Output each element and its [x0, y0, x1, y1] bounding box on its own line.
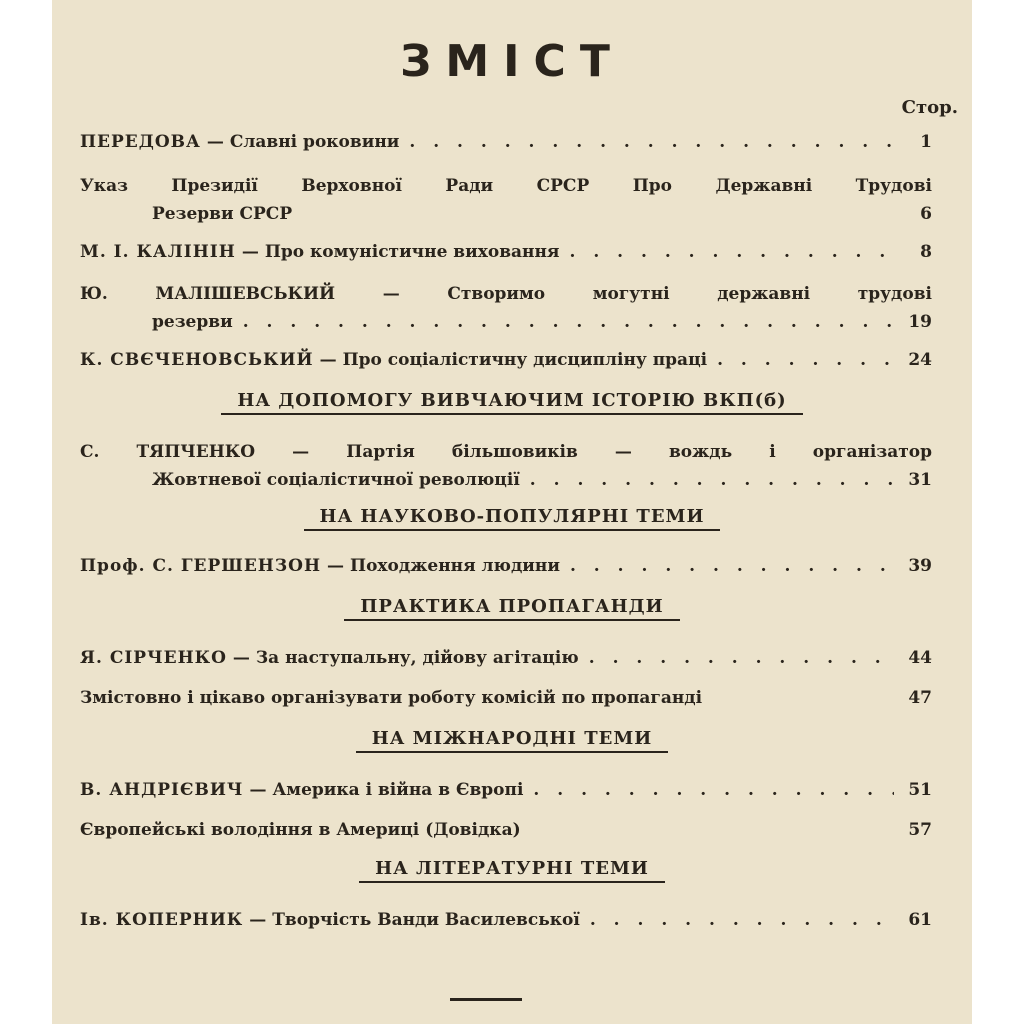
document-page [52, 0, 972, 1024]
section-heading-text: НА МІЖНАРОДНІ ТЕМИ [356, 728, 669, 753]
page-column-label: Стор. [901, 97, 958, 118]
entry-author: ПЕРЕДОВА [80, 132, 201, 152]
entry-title-line1: Указ Президії Верховної Ради СРСР Про Державні Трудові [80, 176, 932, 196]
toc-entry [80, 238, 932, 266]
leader-dots [589, 644, 894, 672]
leader-dots [533, 776, 894, 804]
section-heading [52, 596, 972, 621]
toc-entry [80, 816, 932, 844]
entry-page-number: 24 [908, 350, 932, 370]
toc-entry [80, 644, 932, 672]
entry-dash: — [232, 648, 250, 668]
entry-page-number: 1 [920, 132, 932, 152]
entry-title: За наступальну, дійову агітацію [255, 648, 579, 668]
entry-title: Про соціалістичну дисципліну праці [342, 350, 708, 370]
entry-title-line2: резерви [152, 312, 233, 332]
entry-page-number: 57 [908, 820, 932, 840]
leader-dots [530, 466, 894, 494]
section-heading [52, 858, 972, 883]
entry-title-line2: Резерви СРСР [152, 204, 293, 224]
leader-dots [570, 552, 894, 580]
entry-page-number: 44 [908, 648, 932, 668]
leader-dots [569, 238, 894, 266]
toc-entry [80, 346, 932, 374]
entry-title-line1: С. ТЯПЧЕНКО — Партія більшовиків — вождь і організатор [80, 442, 932, 462]
entry-title: Про комуністичне виховання [264, 242, 560, 262]
entry-author: К. СВЄЧЕНОВСЬКИЙ [80, 350, 314, 370]
toc-entry [80, 906, 932, 934]
leader-dots [409, 128, 894, 156]
entry-author: М. І. КАЛІНІН [80, 242, 236, 262]
toc-entry [80, 438, 932, 494]
entry-dash: — [241, 242, 259, 262]
entry-dash: — [249, 780, 267, 800]
entry-page-number: 61 [908, 910, 932, 930]
entry-dash: — [206, 132, 224, 152]
toc-entry [80, 552, 932, 580]
entry-page-number: 19 [908, 312, 932, 332]
entry-title: Походження людини [350, 556, 560, 576]
closing-rule [450, 998, 522, 1001]
section-heading-text: НА НАУКОВО-ПОПУЛЯРНІ ТЕМИ [304, 506, 721, 531]
entry-title-line2: Жовтневої соціалістичної революції [152, 470, 520, 490]
entry-author: В. АНДРІЄВИЧ [80, 780, 244, 800]
leader-dots [590, 906, 894, 934]
leader-dots [717, 346, 894, 374]
entry-title: Змістовно і цікаво організувати роботу комісій по пропаганді [80, 688, 703, 708]
entry-dash: — [249, 910, 267, 930]
entry-page-number: 31 [908, 470, 932, 490]
entry-author: Ів. КОПЕРНИК [80, 910, 244, 930]
entry-page-number: 47 [908, 688, 932, 708]
entry-title-line1: Ю. МАЛІШЕВСЬКИЙ — Створимо могутні державні трудові [80, 284, 932, 304]
entry-dash: — [327, 556, 345, 576]
section-heading [52, 390, 972, 415]
entry-dash: — [319, 350, 337, 370]
toc-entry [80, 128, 932, 156]
entry-title: Америка і війна в Європі [272, 780, 524, 800]
toc-entry [80, 776, 932, 804]
toc-entry [80, 684, 932, 712]
entry-title: Європейські володіння в Америці (Довідка) [80, 820, 521, 840]
leader-dots [243, 308, 894, 336]
entry-page-number: 51 [908, 780, 932, 800]
section-heading-text: НА ДОПОМОГУ ВИВЧАЮЧИМ ІСТОРІЮ ВКП(б) [221, 390, 802, 415]
toc-entry [80, 280, 932, 336]
page-title: ЗМІСТ [400, 36, 624, 87]
section-heading [52, 506, 972, 531]
entry-title: Славні роковини [229, 132, 400, 152]
section-heading [52, 728, 972, 753]
entry-page-number: 39 [908, 556, 932, 576]
section-heading-text: НА ЛІТЕРАТУРНІ ТЕМИ [359, 858, 665, 883]
entry-author: Я. СІРЧЕНКО [80, 648, 227, 668]
entry-author: Проф. С. ГЕРШЕНЗОН [80, 556, 322, 576]
entry-title: Творчість Ванди Василевської [272, 910, 580, 930]
entry-page-number: 6 [920, 204, 932, 224]
entry-page-number: 8 [920, 242, 932, 262]
section-heading-text: ПРАКТИКА ПРОПАГАНДИ [344, 596, 679, 621]
toc-entry [80, 172, 932, 228]
